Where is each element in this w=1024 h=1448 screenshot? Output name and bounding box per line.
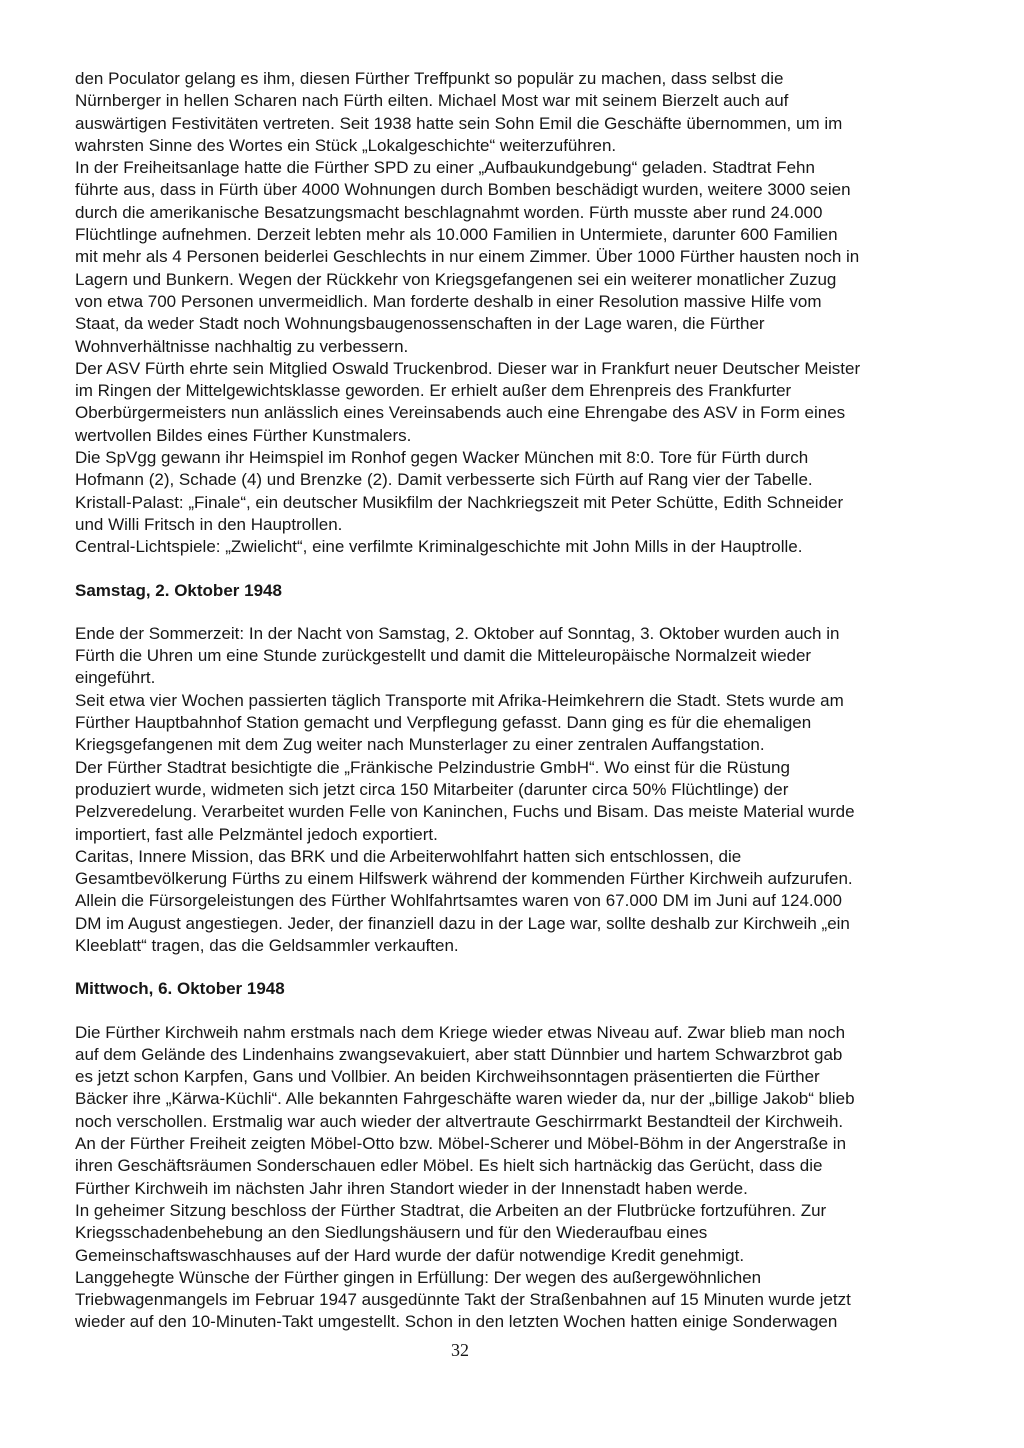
text-line: auswärtigen Festivitäten vertreten. Seit 1938 hatte sein Sohn Emil die Geschäfte übernommen, um im — [75, 113, 843, 133]
paragraph — [75, 1200, 957, 1267]
text-line: importiert, fast alle Pelzmäntel jedoch exportiert. — [75, 824, 438, 844]
text-line: wieder auf den 10-Minuten-Takt umgestellt. Schon in den letzten Wochen hatten einige Sonderwagen — [75, 1312, 838, 1332]
paragraph — [75, 690, 957, 757]
text-line: Fürth die Uhren um eine Stunde zurückgestellt und damit die Mitteleuropäische Normalzeit wieder — [75, 646, 812, 666]
text-line: Gemeinschaftswaschhauses auf der Hard wurde der dafür notwendige Kredit genehmigt. — [75, 1245, 745, 1265]
page-number: 32 — [451, 1340, 469, 1360]
text-line: Central-Lichtspiele: „Zwielicht“, eine verfilmte Kriminalgeschichte mit John Mills in der Hauptrolle. — [75, 537, 803, 557]
text-line: Pelzveredelung. Verarbeitet wurden Felle von Kaninchen, Fuchs und Bisam. Das meiste Material wurde — [75, 802, 855, 822]
text-line: Lagern und Bunkern. Wegen der Rückkehr von Kriegsgefangenen sei ein weiterer monatlicher Zuzug — [75, 269, 837, 289]
text-line: ihren Geschäftsräumen Sonderschauen edler Möbel. Es hielt sich hartnäckig das Gerücht, dass die — [75, 1156, 823, 1176]
document-body — [75, 68, 957, 1334]
text-line: An der Fürther Freiheit zeigten Möbel-Otto bzw. Möbel-Scherer und Möbel-Böhm in der Angerstraße in — [75, 1134, 847, 1154]
text-line: Die SpVgg gewann ihr Heimspiel im Ronhof gegen Wacker München mit 8:0. Tore für Fürth durch — [75, 448, 809, 468]
text-line: noch verschollen. Erstmalig war auch wieder der altvertraute Geschirrmarkt Bestandteil der Kirchweih. — [75, 1111, 844, 1131]
text-line: Triebwagenmangels im Februar 1947 ausgedünnte Takt der Straßenbahnen auf 15 Minuten wurde jetzt — [75, 1290, 851, 1310]
text-line: Ende der Sommerzeit: In der Nacht von Samstag, 2. Oktober auf Sonntag, 3. Oktober wurden auch in — [75, 623, 840, 643]
text-line: Staat, da weder Stadt noch Wohnungsbaugenossenschaften in der Lage waren, die Fürther — [75, 314, 765, 334]
text-line: Kleeblatt“ tragen, das die Geldsammler verkauften. — [75, 935, 459, 955]
text-line: Der ASV Fürth ehrte sein Mitglied Oswald Truckenbrod. Dieser war in Frankfurt neuer Deutscher Meister — [75, 358, 861, 378]
text-line: im Ringen der Mittelgewichtsklasse geworden. Er erhielt außer dem Ehrenpreis des Frankfurter — [75, 381, 792, 401]
text-line: Der Fürther Stadtrat besichtigte die „Fränkische Pelzindustrie GmbH“. Wo einst für die Rüstung — [75, 757, 790, 777]
text-line: Hofmann (2), Schade (4) und Brenzke (2). Damit verbesserte sich Fürth auf Rang vier der Tabelle. — [75, 470, 813, 490]
paragraph — [75, 1022, 957, 1200]
paragraph — [75, 68, 957, 157]
text-line: wahrsten Sinne des Wortes ein Stück „Lokalgeschichte“ weiterzuführen. — [75, 135, 617, 155]
paragraph — [75, 492, 957, 537]
text-line: Langgehegte Wünsche der Fürther gingen in Erfüllung: Der wegen des außergewöhnlichen — [75, 1267, 762, 1287]
text-line: Fürther Hauptbahnhof Station gemacht und Verpflegung gefasst. Dann ging es für die ehemaligen — [75, 713, 812, 733]
text-line: und Willi Fritsch in den Hauptrollen. — [75, 514, 343, 534]
paragraph — [75, 358, 957, 447]
text-line: den Poculator gelang es ihm, diesen Fürther Treffpunkt so populär zu machen, dass selbst die — [75, 69, 784, 88]
paragraph — [75, 536, 957, 558]
section-heading: Samstag, 2. Oktober 1948 — [75, 580, 282, 600]
text-line: von etwa 700 Personen unvermeidlich. Man forderte deshalb in einer Resolution massive Hilfe vom — [75, 291, 822, 311]
section-heading: Mittwoch, 6. Oktober 1948 — [75, 979, 285, 999]
text-line: Gesamtbevölkerung Fürths zu einem Hilfswerk während der kommenden Fürther Kirchweih aufzurufen. — [75, 869, 853, 889]
text-line: wertvollen Bildes eines Fürther Kunstmalers. — [75, 425, 412, 445]
text-line: In geheimer Sitzung beschloss der Fürther Stadtrat, die Arbeiten an der Flutbrücke fortzuführen. Zur — [75, 1200, 827, 1220]
paragraph — [75, 1267, 957, 1334]
text-line: Seit etwa vier Wochen passierten täglich Transporte mit Afrika-Heimkehrern die Stadt. Stets wurde am — [75, 690, 844, 710]
text-line: DM im August angestiegen. Jeder, der finanziell dazu in der Lage war, sollte deshalb zur Kirchweih „ein — [75, 913, 850, 933]
text-line: Wohnverhältnisse nachhaltig zu verbessern. — [75, 336, 409, 356]
paragraph — [75, 447, 957, 492]
text-line: Flüchtlinge aufnehmen. Derzeit lebten mehr als 10.000 Familien in Untermiete, darunter 600 Familien — [75, 225, 838, 245]
paragraph — [75, 157, 957, 358]
text-line: Allein die Fürsorgeleistungen des Fürther Wohlfahrtsamtes waren von 67.000 DM im Juni auf 124.000 — [75, 891, 842, 911]
text-line: Caritas, Innere Mission, das BRK und die Arbeiterwohlfahrt hatten sich entschlossen, die — [75, 846, 742, 866]
text-line: Kriegsgefangenen mit dem Zug weiter nach Munsterlager zu einer zentralen Auffangstation. — [75, 735, 765, 755]
text-line: Fürther Kirchweih im nächsten Jahr ihren Standort wieder in der Innenstadt haben werde. — [75, 1178, 748, 1198]
text-line: Kriegsschadenbehebung an den Siedlungshäusern und für den Wiederaufbau eines — [75, 1223, 708, 1243]
text-line: In der Freiheitsanlage hatte die Fürther SPD zu einer „Aufbaukundgebung“ geladen. Stadtrat Fehn — [75, 158, 815, 178]
text-line: Die Fürther Kirchweih nahm erstmals nach dem Kriege wieder etwas Niveau auf. Zwar blieb man noch — [75, 1022, 846, 1042]
text-line: Bäcker ihre „Kärwa-Küchli“. Alle bekannten Fahrgeschäfte waren wieder da, nur der „billige Jakob“ blieb — [75, 1089, 855, 1109]
text-line: führte aus, dass in Fürth über 4000 Wohnungen durch Bomben beschädigt wurden, weitere 3000 seien — [75, 180, 851, 200]
text-line: es jetzt schon Karpfen, Gans und Vollbier. An beiden Kirchweihsonntagen präsentierten die Fürther — [75, 1067, 820, 1087]
text-line: Oberbürgermeisters nun anlässlich eines Vereinsabends auch eine Ehrengabe des ASV in Form eines — [75, 403, 846, 423]
text-line: mit mehr als 4 Personen beiderlei Geschlechts in nur einem Zimmer. Über 1000 Fürther hausten noch in — [75, 247, 860, 267]
text-line: auf dem Gelände des Lindenhains zwangsevakuiert, aber statt Dünnbier und hartem Schwarzbrot gab — [75, 1044, 843, 1064]
paragraph — [75, 623, 957, 690]
text-line: Nürnberger in hellen Scharen nach Fürth eilten. Michael Most war mit seinem Bierzelt auch auf — [75, 91, 789, 111]
text-line: durch die amerikanische Besatzungsmacht beschlagnahmt worden. Fürth musste aber rund 24.000 — [75, 202, 823, 222]
text-line: eingeführt. — [75, 668, 156, 688]
text-line: produziert wurde, widmeten sich jetzt circa 150 Mitarbeiter (darunter circa 50% Flüchtlinge) der — [75, 779, 789, 799]
text-line: Kristall-Palast: „Finale“, ein deutscher Musikfilm der Nachkriegszeit mit Peter Schütte, Edith Schneider — [75, 492, 844, 512]
paragraph — [75, 757, 957, 846]
paragraph — [75, 846, 957, 957]
